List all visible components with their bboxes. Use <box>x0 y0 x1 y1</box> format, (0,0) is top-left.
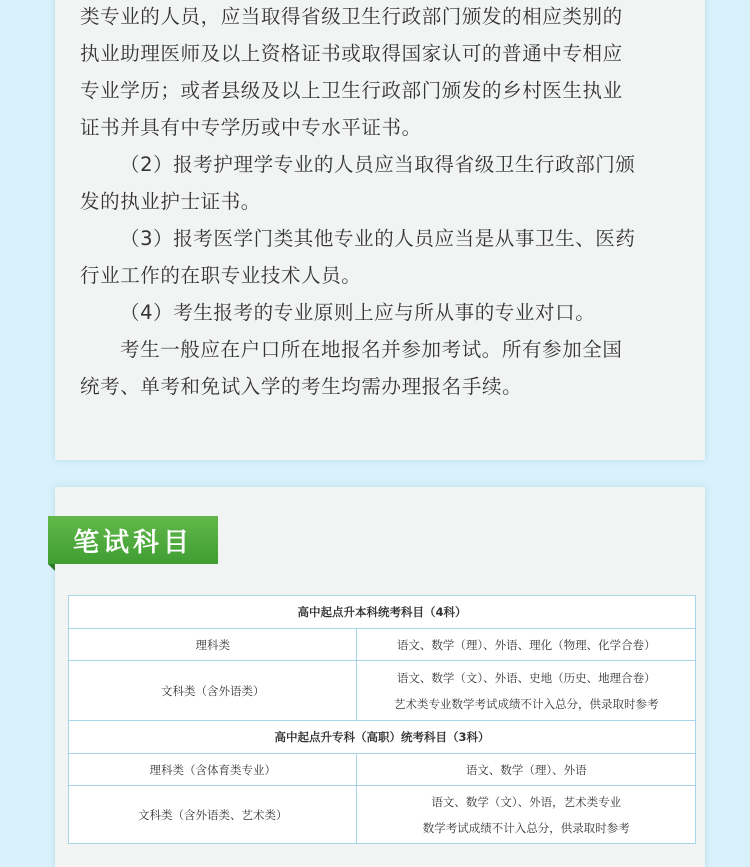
table-row <box>69 754 696 786</box>
table-group-header <box>69 721 696 754</box>
paragraph-line: （3）报考医学门类其他专业的人员应当是从事卫生、医药 <box>120 227 636 250</box>
paragraph-1 <box>80 0 690 146</box>
paragraph-line: 行业工作的在职专业技术人员。 <box>80 264 362 287</box>
category-cell: 文科类（含外语类、艺术类） <box>69 786 357 844</box>
subjects-line: 数学考试成绩不计入总分，供录取时参考 <box>422 820 630 835</box>
subjects-line: 语文、数学（文）、外语，艺术类专业 <box>431 794 622 809</box>
paragraph-line: （4）考生报考的专业原则上应与所从事的专业对口。 <box>120 301 596 324</box>
paragraph-line: 类专业的人员，应当取得省级卫生行政部门颁发的相应类别的 <box>80 5 623 28</box>
subjects-line: 语文、数学（文）、外语、史地（历史、地理合卷） <box>396 670 656 685</box>
category-cell: 理科类（含体育类专业） <box>69 754 357 786</box>
paragraph-line: 考生一般应在户口所在地报名并参加考试。所有参加全国 <box>120 338 623 361</box>
subjects-cell <box>357 661 696 721</box>
tag-fold-decoration <box>48 564 55 571</box>
paragraph-line: 执业助理医师及以上资格证书或取得国家认可的普通中专相应 <box>80 42 623 65</box>
paragraph-line: （2）报考护理学专业的人员应当取得省级卫生行政部门颁 <box>120 153 636 176</box>
subjects-cell: 语文、数学（理）、外语 <box>357 754 696 786</box>
table-row <box>69 786 696 844</box>
paragraph-line: 统考、单考和免试入学的考生均需办理报名手续。 <box>80 375 523 398</box>
paragraph-5 <box>80 331 690 405</box>
subjects-cell: 语文、数学（理）、外语、理化（物理、化学合卷） <box>357 629 696 661</box>
paragraph-line: 发的执业护士证书。 <box>80 190 261 213</box>
group-header-cell: 高中起点升专科（高职）统考科目（3科） <box>69 721 696 754</box>
table-row <box>69 629 696 661</box>
subjects-cell <box>357 786 696 844</box>
category-cell: 文科类（含外语类） <box>69 661 357 721</box>
table-row <box>69 661 696 721</box>
paragraph-4 <box>80 294 690 331</box>
table-group-header <box>69 596 696 629</box>
paragraph-line: 证书并具有中专学历或中专水平证书。 <box>80 116 422 139</box>
section-title-tag: 笔试科目 <box>48 516 218 564</box>
category-cell: 理科类 <box>69 629 357 661</box>
paragraph-3 <box>80 220 690 294</box>
requirements-card <box>55 0 705 460</box>
exam-subjects-table <box>68 595 696 844</box>
group-header-cell: 高中起点升本科统考科目（4科） <box>69 596 696 629</box>
paragraph-line: 专业学历；或者县级及以上卫生行政部门颁发的乡村医生执业 <box>80 79 623 102</box>
subjects-line: 艺术类专业数学考试成绩不计入总分，供录取时参考 <box>393 696 659 711</box>
paragraph-2 <box>80 146 690 220</box>
